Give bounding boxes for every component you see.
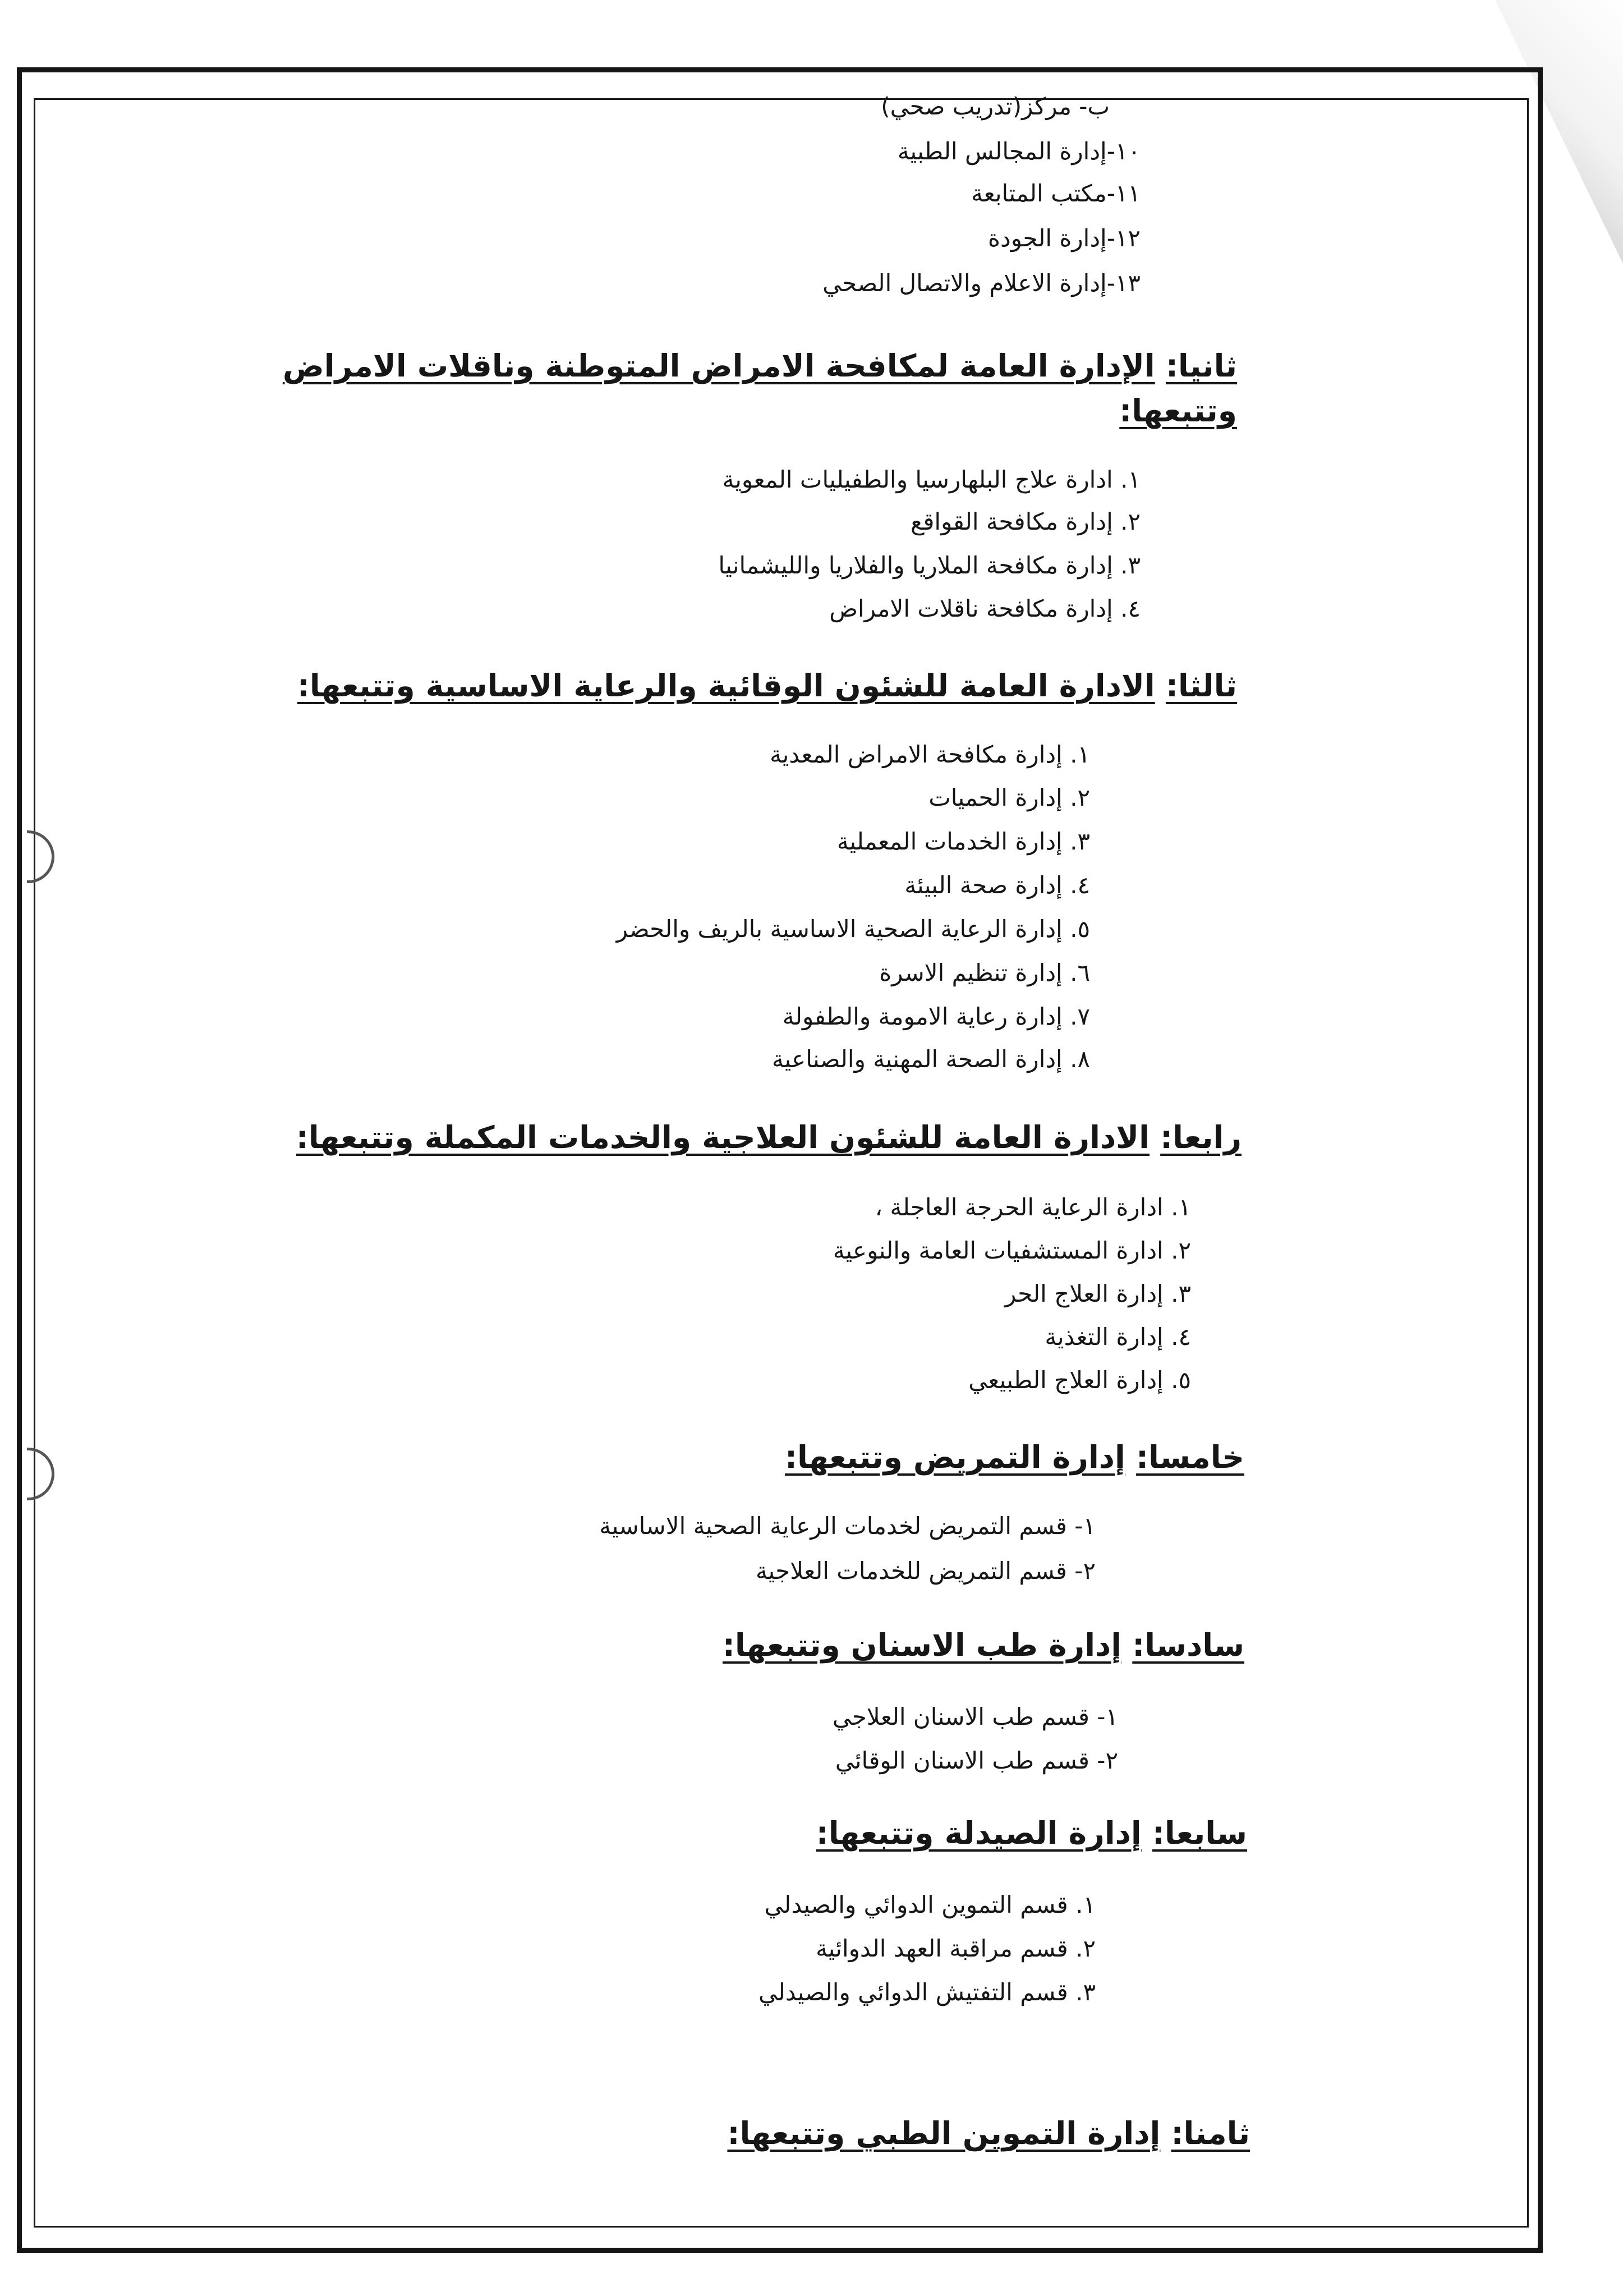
section-title: الادارة العامة للشئون العلاجية والخدمات المكملة وتتبعها:: [296, 1119, 1150, 1155]
list-item: ١- قسم التمريض لخدمات الرعاية الصحية الاساسية: [599, 1512, 1096, 1540]
section-title: إدارة طب الاسنان وتتبعها:: [722, 1627, 1122, 1663]
list-item: ٥. إدارة الرعاية الصحية الاساسية بالريف والحضر: [616, 915, 1090, 943]
list-item: ١٢-إدارة الجودة: [988, 224, 1141, 252]
section-label: خامسا:: [1136, 1439, 1244, 1475]
list-item: ٤. إدارة مكافحة ناقلات الامراض: [829, 595, 1141, 622]
section-label: ثانيا:: [1165, 348, 1237, 384]
section-heading: [723, 1622, 1244, 1669]
section-heading-cont: [1119, 387, 1237, 435]
section-heading: [727, 2110, 1250, 2157]
list-item: ٤. إدارة التغذية: [1045, 1323, 1191, 1351]
section-title: إدارة التمريض وتتبعها:: [785, 1439, 1125, 1475]
section-label: ثامنا:: [1171, 2115, 1250, 2151]
list-item: ب- مركز(تدريب صحي): [881, 93, 1110, 120]
list-item: ٣. إدارة العلاج الحر: [1005, 1280, 1191, 1307]
section-heading: [283, 342, 1237, 390]
list-item: ١١-مكتب المتابعة: [971, 180, 1141, 207]
list-item: ٣. إدارة الخدمات المعملية: [836, 828, 1090, 855]
section-title-cont: وتتبعها:: [1119, 393, 1237, 429]
section-label: سابعا:: [1152, 1815, 1247, 1851]
list-item: ١. إدارة مكافحة الامراض المعدية: [770, 741, 1090, 768]
section-heading: [296, 1114, 1242, 1161]
section-label: رابعا:: [1160, 1119, 1242, 1155]
section-heading: [816, 1810, 1247, 1857]
list-item: ٨. إدارة الصحة المهنية والصناعية: [771, 1045, 1090, 1073]
list-item: ١٣-إدارة الاعلام والاتصال الصحي: [822, 269, 1141, 297]
list-item: ٢. إدارة مكافحة القواقع: [911, 508, 1141, 535]
section-heading: [785, 1434, 1244, 1481]
list-item: ٢- قسم التمريض للخدمات العلاجية: [756, 1557, 1096, 1585]
list-item: ٥. إدارة العلاج الطبيعي: [968, 1366, 1191, 1394]
section-label: سادسا:: [1132, 1627, 1244, 1663]
list-item: ٤. إدارة صحة البيئة: [904, 871, 1090, 899]
list-item: ٣. قسم التفتيش الدوائي والصيدلي: [758, 1978, 1096, 2006]
section-heading: [297, 662, 1237, 710]
list-item: ١. ادارة الرعاية الحرجة العاجلة ،: [875, 1193, 1191, 1221]
list-item: ٢. إدارة الحميات: [928, 784, 1090, 811]
list-item: ٣. إدارة مكافحة الملاريا والفلاريا والليشمانيا: [718, 552, 1141, 579]
list-item: ٢. ادارة المستشفيات العامة والنوعية: [833, 1237, 1191, 1264]
list-item: ٦. إدارة تنظيم الاسرة: [879, 959, 1090, 986]
list-item: ٧. إدارة رعاية الامومة والطفولة: [782, 1003, 1090, 1030]
section-title: الإدارة العامة لمكافحة الامراض المتوطنة وناقلات الامراض: [282, 348, 1155, 384]
section-title: الادارة العامة للشئون الوقائية والرعاية الاساسية وتتبعها:: [297, 668, 1155, 704]
section-title: إدارة الصيدلة وتتبعها:: [816, 1815, 1142, 1851]
list-item: ٢- قسم طب الاسنان الوقائي: [835, 1747, 1118, 1774]
list-item: ١. قسم التموين الدوائي والصيدلي: [764, 1891, 1096, 1918]
list-item: ١- قسم طب الاسنان العلاجي: [832, 1703, 1118, 1730]
list-item: ١. ادارة علاج البلهارسيا والطفيليات المعوية: [722, 466, 1141, 493]
section-title: إدارة التموين الطبي وتتبعها:: [727, 2115, 1161, 2151]
section-label: ثالثا:: [1165, 668, 1237, 704]
list-item: ٢. قسم مراقبة العهد الدوائية: [816, 1935, 1096, 1962]
list-item: ١٠-إدارة المجالس الطبية: [897, 137, 1141, 165]
